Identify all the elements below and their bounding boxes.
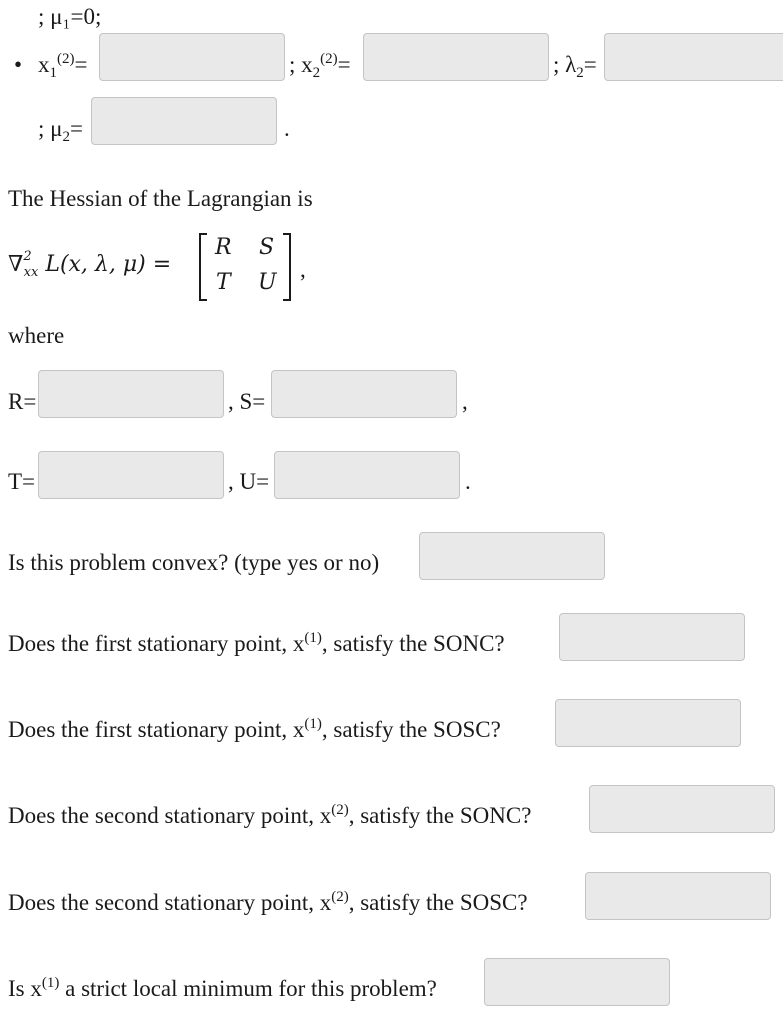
t-input[interactable] xyxy=(38,451,224,499)
matrix-right-bracket xyxy=(283,233,291,301)
x2-label: ; $x_2^{(2)}=$ xyxy=(289,51,351,81)
q1-sonc-first: Does the first stationary point, $x^{(1)}$, satisfy the SONC? xyxy=(8,630,505,656)
convex-question: Is this problem convex? (type yes or no) xyxy=(8,550,380,575)
row1-comma: , xyxy=(462,389,468,414)
x1-input[interactable] xyxy=(99,33,285,81)
s-label: , S= xyxy=(228,389,266,414)
x2-input[interactable] xyxy=(363,33,549,81)
r-label: R= xyxy=(8,389,37,414)
matrix-left-bracket xyxy=(199,233,207,301)
lambda2-label: ; $\lambda_2=$ xyxy=(553,52,597,81)
q4-input[interactable] xyxy=(585,872,771,920)
matrix-t: T xyxy=(216,270,231,295)
t-label: T= xyxy=(8,469,36,494)
x1-label: $x_1^{(2)}=$ xyxy=(38,51,88,81)
q5-input[interactable] xyxy=(484,958,670,1006)
row2-period: . xyxy=(465,469,471,494)
matrix-u: U xyxy=(258,270,277,295)
u-input[interactable] xyxy=(274,451,460,499)
matrix-r: R xyxy=(215,235,232,260)
hessian-intro: The Hessian of the Lagrangian is xyxy=(8,186,313,211)
q3-sonc-second: Does the second stationary point, $x^{(2)}$, satisfy the SONC? xyxy=(8,802,532,828)
hessian-lhs: ∇$^2_{xx}$ L(x, λ, μ) = xyxy=(8,249,172,280)
q4-sosc-second: Does the second stationary point, $x^{(2)}$, satisfy the SOSC? xyxy=(8,889,528,915)
lambda2-input[interactable] xyxy=(604,33,783,81)
q2-input[interactable] xyxy=(555,699,741,747)
q1-input[interactable] xyxy=(559,613,745,661)
u-label: , U= xyxy=(228,469,270,494)
mu2-input[interactable] xyxy=(91,97,277,145)
convex-input[interactable] xyxy=(419,532,605,580)
mu1-statement: ; μ₁=0; xyxy=(38,4,102,29)
q2-sosc-first: Does the first stationary point, $x^{(1)}$, satisfy the SOSC? xyxy=(8,716,501,742)
bullet: • xyxy=(14,52,23,77)
mu2-period: . xyxy=(284,116,290,141)
q5-strict-min: Is $x^{(1)}$ a strict local minimum for this problem? xyxy=(8,975,437,1001)
hessian-comma: , xyxy=(300,257,306,282)
matrix-s: S xyxy=(259,235,275,260)
where-label: where xyxy=(8,323,65,348)
mu2-label: ; $\mu_2=$ xyxy=(38,116,83,145)
q3-input[interactable] xyxy=(589,785,775,833)
s-input[interactable] xyxy=(271,370,457,418)
r-input[interactable] xyxy=(38,370,224,418)
